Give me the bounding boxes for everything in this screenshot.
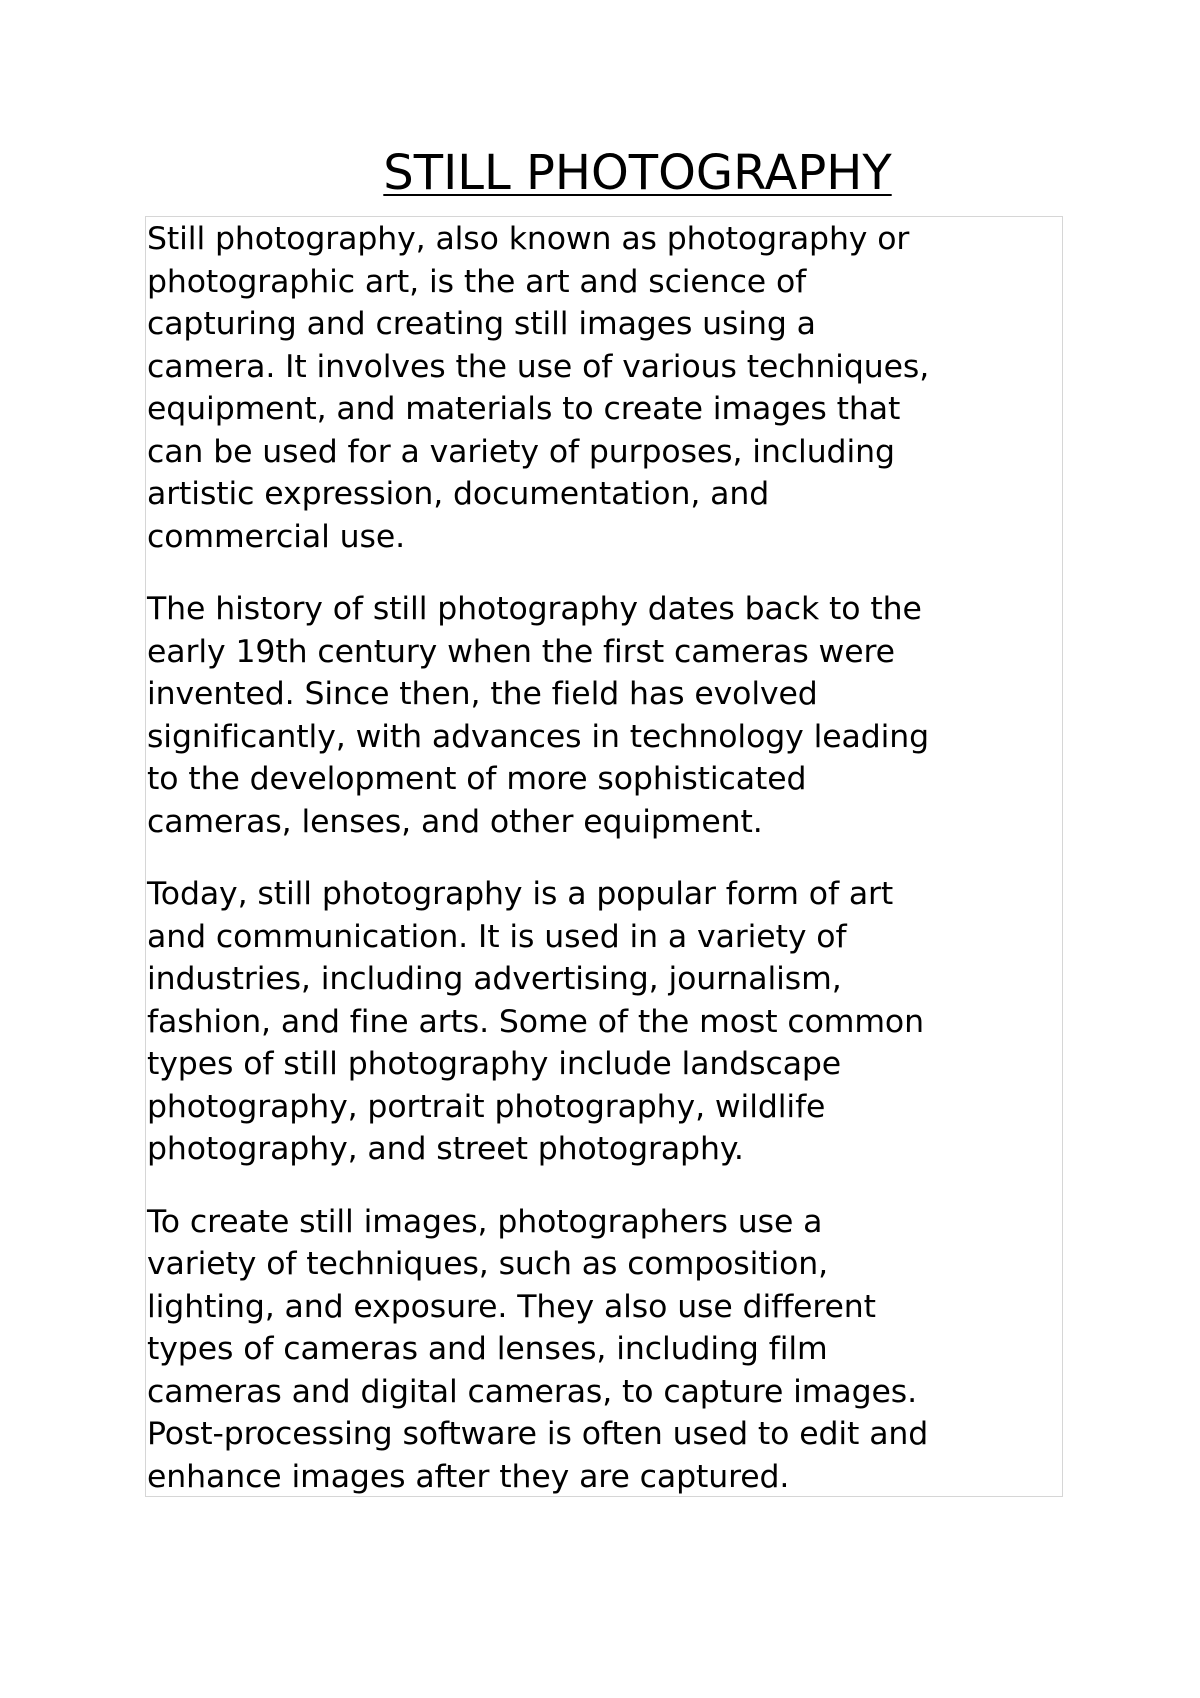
paragraph-line: photography, portrait photography, wildlife: [147, 1088, 826, 1125]
paragraph-line: early 19th century when the first cameras were: [147, 633, 895, 670]
paragraph-line: cameras, lenses, and other equipment.: [147, 803, 763, 840]
text-box: [145, 216, 1063, 1497]
paragraph-techniques: [147, 1201, 1062, 1499]
paragraph-line: fashion, and fine arts. Some of the most common: [147, 1003, 924, 1040]
paragraph-line: camera. It involves the use of various techniques,: [147, 348, 930, 385]
paragraph-line: to the development of more sophisticated: [147, 761, 807, 797]
paragraph-line: photography, and street photography.: [147, 1131, 744, 1167]
paragraph-line: equipment, and materials to create images that: [147, 391, 901, 427]
paragraph-today: [147, 873, 1062, 1171]
paragraph-line: The history of still photography dates back to the: [147, 591, 922, 627]
paragraph-line: To create still images, photographers use a: [147, 1203, 823, 1240]
paragraph-line: industries, including advertising, journalism,: [147, 961, 842, 997]
paragraph-line: invented. Since then, the field has evolved: [147, 676, 818, 712]
page-title: STILL PHOTOGRAPHY: [383, 145, 892, 201]
paragraph-line: can be used for a variety of purposes, including: [147, 433, 895, 470]
paragraph-line: Today, still photography is a popular form of art: [147, 876, 894, 912]
paragraph-line: significantly, with advances in technology leading: [147, 718, 930, 755]
paragraph-line: enhance images after they are captured.: [147, 1458, 790, 1495]
paragraph-line: types of cameras and lenses, including film: [147, 1331, 828, 1367]
paragraph-line: lighting, and exposure. They also use different: [147, 1288, 876, 1325]
paragraph-line: variety of techniques, such as composition,: [147, 1246, 829, 1282]
paragraph-intro: [147, 218, 1062, 558]
paragraph-line: commercial use.: [147, 518, 406, 555]
paragraph-line: artistic expression, documentation, and: [147, 476, 770, 512]
paragraph-line: Still photography, also known as photography or: [147, 221, 910, 257]
paragraph-line: and communication. It is used in a variety of: [147, 918, 847, 955]
paragraph-line: types of still photography include landscape: [147, 1046, 842, 1082]
paragraph-line: Post-processing software is often used to edit and: [147, 1416, 929, 1452]
paragraph-line: capturing and creating still images using a: [147, 306, 816, 342]
paragraph-line: cameras and digital cameras, to capture images.: [147, 1373, 917, 1410]
paragraph-line: photographic art, is the art and science of: [147, 263, 807, 300]
paragraph-history: [147, 588, 1062, 843]
